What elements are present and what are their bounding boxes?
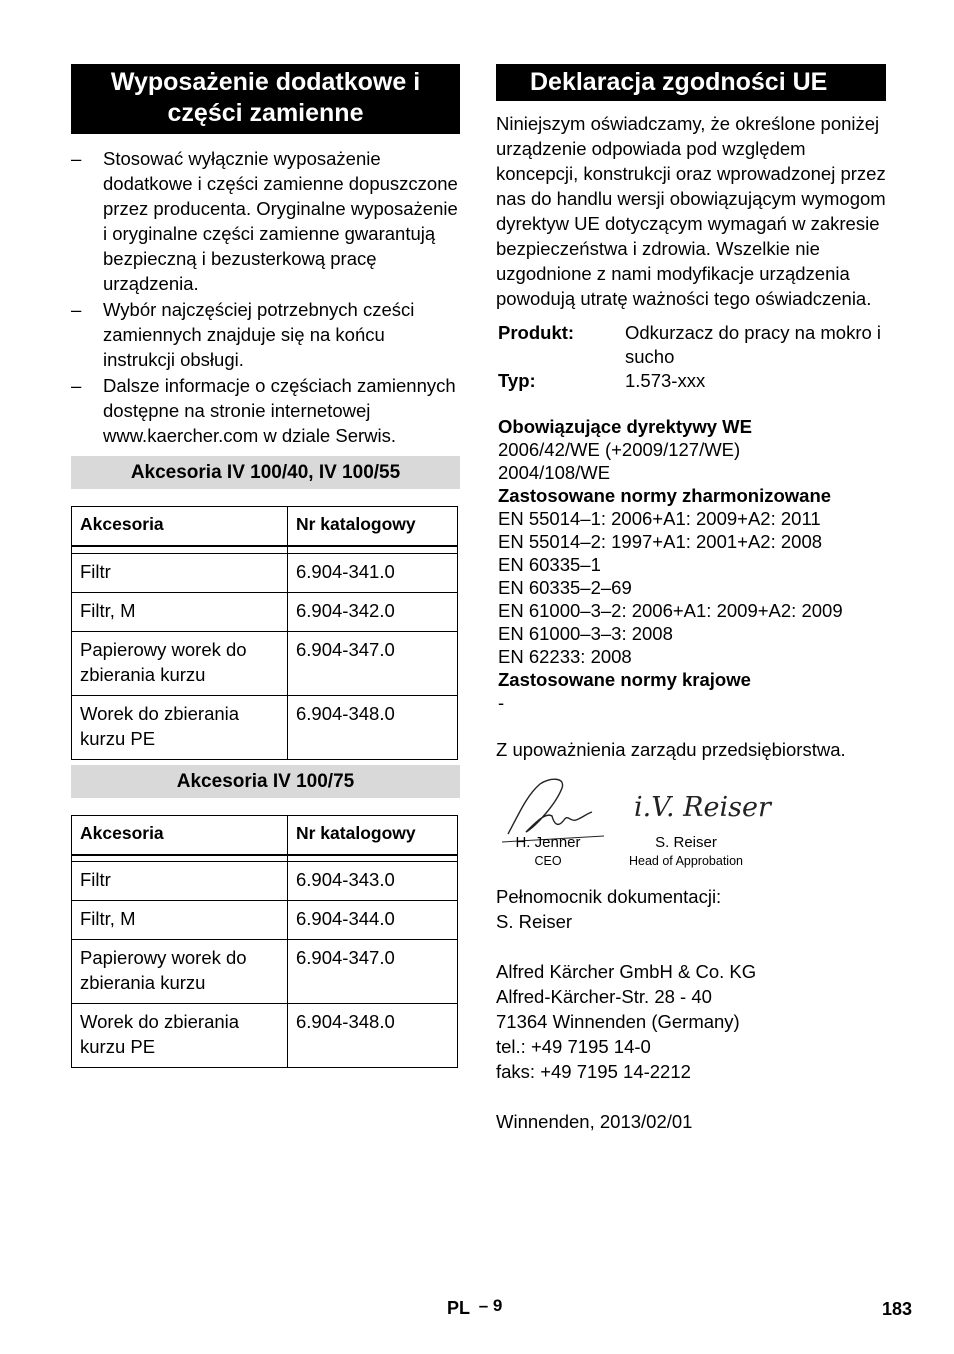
table-row: Papierowy worek do zbierania kurzu 6.904-347.0 [72,631,458,695]
norm: EN 61000–3–3: 2008 [498,623,673,644]
table-row: Papierowy worek do zbierania kurzu 6.904-347.0 [72,940,458,1004]
directive: 2004/108/WE [498,462,611,483]
type-label: Typ: [498,370,536,391]
table-row: Worek do zbierania kurzu PE 6.904-348.0 [72,1004,458,1068]
harmonized-title: Zastosowane normy zharmonizowane [498,485,832,506]
product-value: Odkurzacz do pracy na mokro i sucho [625,322,882,367]
norm: EN 55014–2: 1997+A1: 2001+A2: 2008 [498,531,823,552]
footer-page-number: 183 [882,1299,913,1319]
norm: EN 61000–3–2: 2006+A1: 2009+A2: 2009 [498,600,843,621]
national-value: - [498,692,505,713]
proxy-block [496,884,886,934]
proxy-name: S. Reiser [496,911,573,932]
section1-title: Akcesoria IV 100/40, IV 100/55 [71,456,460,489]
list-item: – Stosować wyłącznie wyposażenie dodatkowe i części zamienne dopuszczone przez producenta. Oryginalne wyposażenie i oryginalne części zamienne gwarantują bezpieczną i bezusterkową pracę urządzenia. [71,148,458,294]
table-row: Filtr 6.904-343.0 [72,862,458,901]
list-item: – Dalsze informacje o częściach zamiennych dostępne na stronie internetowej www.kaercher.com w dziale Serwis. [71,375,456,446]
norm: EN 60335–2–69 [498,577,632,598]
list-item: – Wybór najczęściej potrzebnych cześci zamiennych znajduje się na końcu instrukcji obsługi. [71,299,415,370]
column-header: Akcesoria [72,507,288,547]
column-header: Nr katalogowy [288,507,458,547]
product-label: Produkt: [498,322,575,343]
directives-block [496,415,886,714]
footer-lang: PL [447,1298,470,1318]
authorization-text: Z upoważnienia zarządu przedsiębiorstwa. [496,739,846,760]
table-header-row [72,815,458,855]
norm: EN 60335–1 [498,554,601,575]
directive: 2006/42/WE (+2009/127/WE) [498,439,741,460]
norm: EN 62233: 2008 [498,646,632,667]
norm: EN 55014–1: 2006+A1: 2009+A2: 2011 [498,508,821,529]
section2-title: Akcesoria IV 100/75 [71,765,460,798]
accessories-bullet-list [71,146,460,448]
footer-page-label [447,1298,502,1319]
national-title: Zastosowane normy krajowe [498,669,751,690]
declaration-intro: Niniejszym oświadczamy, że określone poniżej urządzenie odpowiada pod względem koncepcji, konstrukcji oraz wprowadzonej przez nas do handlu wersji obowiązującym wymogom dyrektyw UE dotyczącym wymagań w zakresie bezpieczeństwa i zdrowia. Wszelkie nie uzgodnione z nami modyfikacje urządzenia powodują utratę ważności tego oświadczenia. [496,113,886,309]
left-column [71,64,460,1068]
table-row: Worek do zbierania kurzu PE 6.904-348.0 [72,695,458,759]
signer-jenner-role: CEO [534,854,562,868]
footer-local-page: – 9 [478,1296,503,1315]
signer-jenner-name: H. Jenner [515,834,581,851]
signature-reiser: i.V. Reiser [634,792,771,823]
accessories-heading: Wyposażenie dodatkowe i części zamienne [71,64,460,134]
declaration-heading: Deklaracja zgodności UE [496,64,886,101]
proxy-label: Pełnomocnik dokumentacji: [496,886,722,907]
product-info [496,321,886,393]
table-header-row [72,507,458,547]
table-row: Filtr 6.904-341.0 [72,553,458,592]
directives-title: Obowiązujące dyrektywy WE [498,416,752,437]
type-value: 1.573-xxx [625,370,706,391]
section2-table [71,815,458,1069]
table-row: Filtr, M 6.904-344.0 [72,901,458,940]
column-header: Nr katalogowy [288,815,458,855]
company-address: Alfred Kärcher GmbH & Co. KG Alfred-Kärcher-Str. 28 - 40 71364 Winnenden (Germany) tel.: +49 7195 14-0 faks: +49 7195 14-2212 [496,961,757,1082]
signer-reiser-name: S. Reiser [655,834,717,851]
right-column [496,64,886,1134]
place-date: Winnenden, 2013/02/01 [496,1111,693,1132]
signer-reiser-role: Head of Approbation [629,854,743,868]
signatures [496,776,886,872]
section1-table [71,506,458,760]
table-row: Filtr, M 6.904-342.0 [72,592,458,631]
column-header: Akcesoria [72,815,288,855]
